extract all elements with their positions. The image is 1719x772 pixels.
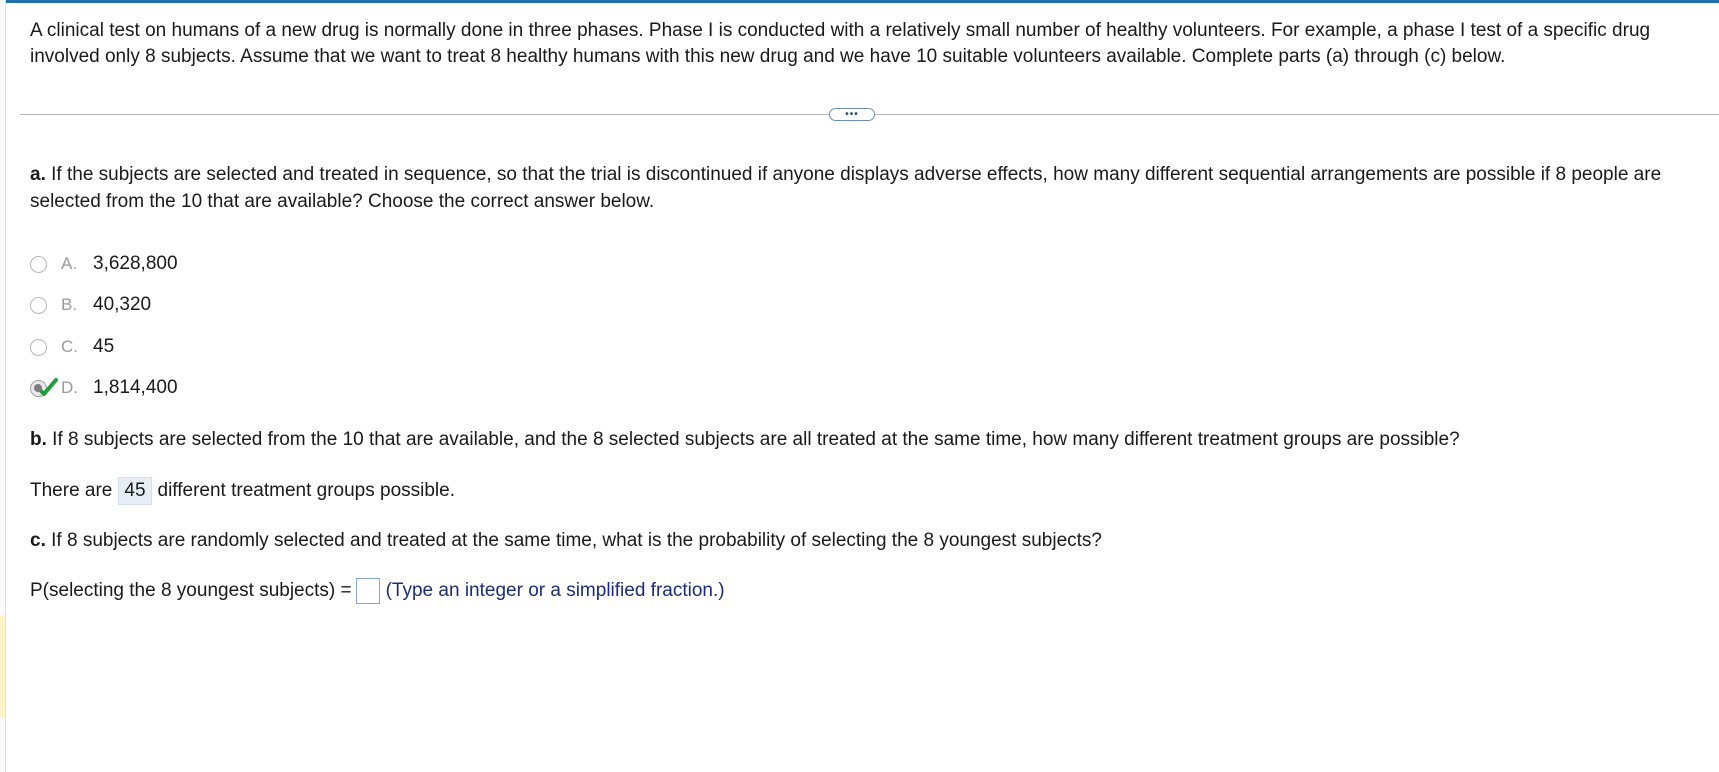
option-a-letter: A. bbox=[61, 254, 78, 273]
radio-option-c[interactable] bbox=[30, 339, 47, 356]
question-b bbox=[30, 427, 1460, 453]
question-c-label: c. bbox=[30, 530, 46, 551]
answer-b-suffix: different treatment groups possible. bbox=[157, 480, 456, 501]
option-b[interactable] bbox=[30, 291, 151, 319]
correct-check-icon bbox=[36, 377, 58, 399]
question-c-text: If 8 subjects are randomly selected and treated at the same time, what is the probability of selecting the 8 youngest subjects? bbox=[51, 530, 1103, 551]
option-c-letter: C. bbox=[61, 337, 78, 356]
problem-intro: A clinical test on humans of a new drug is normally done in three phases. Phase I is conducted with a relatively small number of healthy volunteers. For example, a phase I test of a specific drug involved only 8 subjects. Assume that we want to treat 8 healthy humans with this new drug and we have 10 suitable volunteers available. Complete parts (a) through (c) below. bbox=[30, 20, 1651, 67]
top-accent-bar bbox=[0, 0, 1719, 3]
option-d[interactable] bbox=[30, 374, 178, 402]
answer-b-row bbox=[30, 477, 455, 505]
option-b-value: 40,320 bbox=[93, 294, 152, 315]
left-rail-highlight bbox=[0, 615, 5, 718]
answer-c-prefix: P(selecting the 8 youngest subjects) = bbox=[30, 580, 352, 601]
option-d-letter: D. bbox=[61, 378, 78, 397]
option-d-value: 1,814,400 bbox=[93, 377, 178, 398]
question-b-text: If 8 subjects are selected from the 10 that are available, and the 8 selected subjects are all treated at the same time, how many different treatment groups are possible? bbox=[52, 429, 1460, 450]
option-c-value: 45 bbox=[93, 336, 115, 357]
radio-option-d[interactable] bbox=[30, 380, 47, 397]
answer-b-value: 45 bbox=[118, 477, 151, 505]
answer-format-hint: (Type an integer or a simplified fraction.) bbox=[385, 580, 725, 601]
question-b-label: b. bbox=[30, 429, 47, 450]
answer-c-row bbox=[30, 578, 725, 604]
answer-b-prefix: There are bbox=[30, 480, 113, 501]
option-a-value: 3,628,800 bbox=[93, 253, 178, 274]
question-a-label: a. bbox=[30, 164, 46, 185]
option-c[interactable] bbox=[30, 333, 114, 361]
question-c bbox=[30, 528, 1102, 554]
expand-more-button[interactable]: ••• bbox=[829, 108, 875, 121]
question-a-text: If the subjects are selected and treated in sequence, so that the trial is discontinued if anyone displays adverse effects, how many different sequential arrangements are possible if 8 people are selected from the 10 that are available? Choose the correct answer below. bbox=[30, 164, 1662, 212]
radio-option-a[interactable] bbox=[30, 256, 47, 273]
option-a[interactable] bbox=[30, 250, 178, 278]
probability-answer-input[interactable] bbox=[356, 578, 380, 604]
question-a bbox=[30, 161, 1710, 215]
option-b-letter: B. bbox=[61, 295, 78, 314]
radio-option-b[interactable] bbox=[30, 297, 47, 314]
